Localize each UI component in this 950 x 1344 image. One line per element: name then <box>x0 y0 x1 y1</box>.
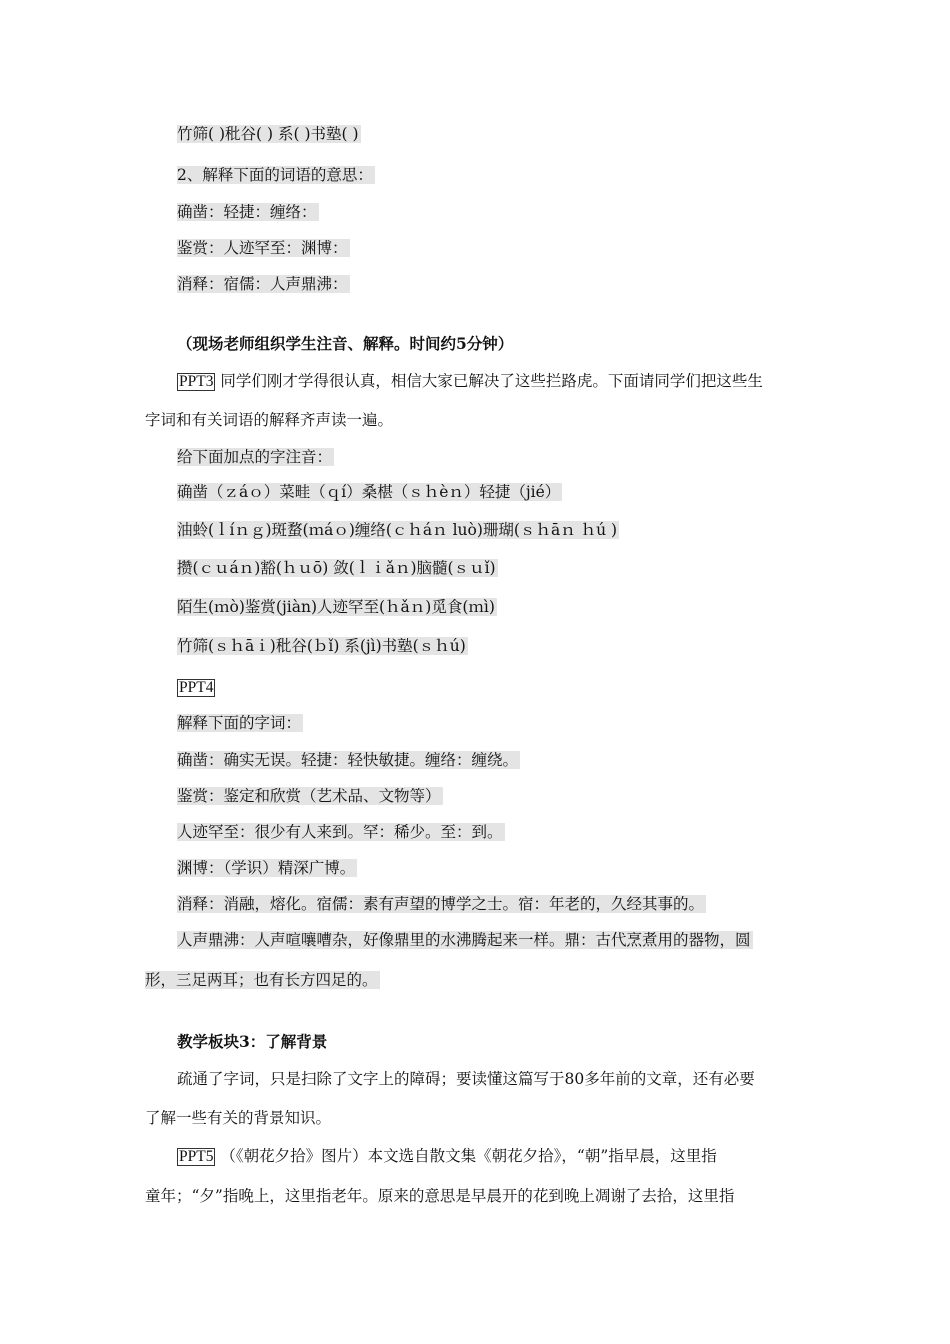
section-heading-3 <box>177 1032 327 1052</box>
teacher-instruction <box>177 334 513 354</box>
text-l24b: 童年；“夕”指晚上，这里指老年。原来的意思是早晨开的花到晚上凋谢了去拾，这里指 <box>145 1187 735 1205</box>
text-l3: 确凿：轻捷：缠络： <box>177 203 317 221</box>
text-l16: 确凿：确实无误。轻捷：轻快敏捷。缠络：缠绕。 <box>177 751 519 769</box>
background-paragraph-line2 <box>145 1108 331 1128</box>
definition-line <box>177 786 443 806</box>
text-l24a: （《朝花夕拾》图片）本文选自散文集《朝花夕拾》，“朝”指早晨，这里指 <box>220 1147 717 1165</box>
pinyin-answer-line <box>177 597 497 617</box>
text-l15: 解释下面的字词： <box>177 714 302 732</box>
text-l9: 确凿（ｚáｏ）菜畦（ｑí）桑椹（ｓｈèｎ）轻捷（jié） <box>177 483 561 501</box>
ppt5-paragraph-line2 <box>145 1186 734 1206</box>
exercise-heading-2 <box>177 165 375 185</box>
definition-line <box>177 858 357 878</box>
text-l10: 油蛉(ｌíｎｇ)斑蝥(ｍáｏ)缠络(ｃｈáｎ luò)珊瑚(ｓｈāｎ ｈú ) <box>177 521 618 539</box>
text-l20: 消释：消融，熔化。宿儒：素有声望的博学之士。宿：年老的，久经其事的。 <box>177 895 705 913</box>
ppt5-tag: PPT5 <box>179 1148 214 1165</box>
pinyin-answer-line <box>177 482 562 502</box>
text-l6: （现场老师组织学生注音、解释。时间约5分钟） <box>177 334 514 353</box>
ppt4-label <box>177 677 215 697</box>
text-l8: 给下面加点的字注音： <box>177 448 333 466</box>
text-l2: 2、解释下面的词语的意思： <box>177 166 373 184</box>
definition-line <box>177 750 520 770</box>
ppt3-paragraph-line1 <box>177 371 763 391</box>
text-l4: 鉴赏：人迹罕至：渊博： <box>177 239 348 257</box>
pinyin-answer-line <box>177 520 619 540</box>
text-l5: 消释：宿儒：人声鼎沸： <box>177 275 348 293</box>
text-l18: 人迹罕至：很少有人来到。罕：稀少。至：到。 <box>177 823 503 841</box>
definition-line <box>177 894 706 914</box>
ppt3-paragraph-line2 <box>145 410 393 430</box>
text-l17: 鉴赏：鉴定和欣赏（艺术品、文物等） <box>177 787 441 805</box>
pinyin-blank-line <box>177 124 361 144</box>
pinyin-heading <box>177 447 334 467</box>
exercise-line <box>177 274 350 294</box>
text-l19: 渊博：（学识）精深广博。 <box>177 859 356 877</box>
text-l21a: 人声鼎沸：人声喧嚷嘈杂，好像鼎里的水沸腾起来一样。鼎：古代烹煮用的器物，圆 <box>177 931 751 949</box>
definition-line-wrap2 <box>145 970 380 990</box>
text-l21b: 形，三足两耳；也有长方四足的。 <box>145 971 378 989</box>
ppt3-tag: PPT3 <box>179 373 214 390</box>
text-l13: 竹筛(ｓｈāｉ)秕谷(ｂǐ) 系(jì)书塾(ｓｈú) <box>177 637 466 655</box>
definition-heading <box>177 713 303 733</box>
text-l23b: 了解一些有关的背景知识。 <box>145 1109 332 1127</box>
text-l23a: 疏通了字词，只是扫除了文字上的障碍；要读懂这篇写于80多年前的文章，还有必要 <box>177 1070 755 1088</box>
exercise-line <box>177 202 319 222</box>
text-l22: 教学板块3：了解背景 <box>177 1032 328 1051</box>
text-l12: 陌生(ｍò)鉴赏(jiàn)人迹罕至(ｈǎｎ)觅食(ｍì) <box>177 598 495 616</box>
text-l11: 攒(ｃｕáｎ)豁(ｈｕō) 敛(ｌｉǎｎ)脑髓(ｓｕǐ) <box>177 559 496 577</box>
text-l1: 竹筛( )秕谷( ) 系( )书塾( ) <box>177 125 359 143</box>
exercise-line <box>177 238 350 258</box>
ppt4-tag: PPT4 <box>179 679 214 696</box>
background-paragraph-line1 <box>177 1069 755 1089</box>
ppt5-paragraph-line1 <box>177 1146 717 1166</box>
pinyin-answer-line <box>177 636 468 656</box>
definition-line <box>177 822 505 842</box>
text-l7a: 同学们刚才学得很认真，相信大家已解决了这些拦路虎。下面请同学们把这些生 <box>220 372 763 390</box>
definition-line-wrap1 <box>177 930 753 950</box>
pinyin-answer-line <box>177 558 498 578</box>
text-l7b: 字词和有关词语的解释齐声读一遍。 <box>145 411 394 429</box>
